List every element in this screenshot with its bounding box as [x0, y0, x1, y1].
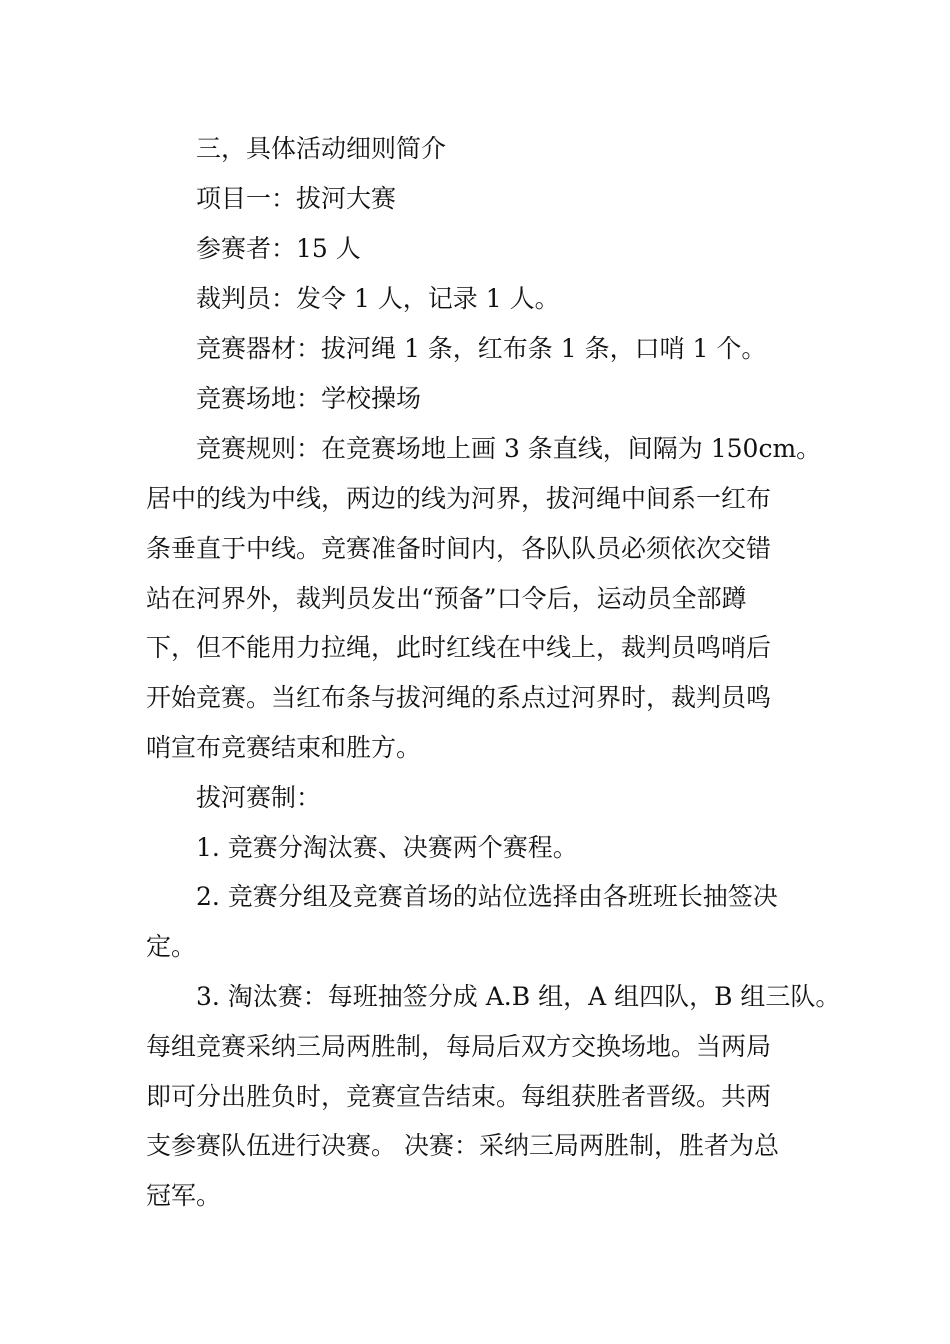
rules-paragraph-line: 站在河界外，裁判员发出“预备”口令后，运动员全部蹲: [146, 584, 747, 613]
rules-paragraph-line: 哨宣布竞赛结束和胜方。: [146, 733, 422, 762]
format-item-3: 3. 淘汰赛：每班抽签分成 A.B 组，A 组四队，B 组三队。: [196, 982, 841, 1011]
rules-paragraph-line: 下，但不能用力拉绳，此时红线在中线上，裁判员鸣哨后: [146, 633, 772, 662]
format-item-3-continued: 即可分出胜负时，竞赛宣告结束。每组获胜者晋级。共两: [146, 1082, 772, 1111]
format-item-3-continued: 支参赛队伍进行决赛。 决赛：采纳三局两胜制，胜者为总: [146, 1131, 779, 1160]
format-item-2: 2. 竞赛分组及竞赛首场的站位选择由各班班长抽签决: [196, 882, 778, 911]
section-heading: 三，具体活动细则简介: [196, 134, 447, 163]
equipment-line: 竞赛器材：拔河绳 1 条，红布条 1 条，口哨 1 个。: [196, 334, 767, 363]
venue-line: 竞赛场地：学校操场: [196, 384, 422, 413]
project-title: 项目一：拔河大赛: [196, 184, 397, 213]
format-item-2-continued: 定。: [146, 932, 197, 961]
format-item-3-continued: 每组竞赛采纳三局两胜制，每局后双方交换场地。当两局: [146, 1032, 772, 1061]
rules-paragraph-line: 开始竞赛。当红布条与拔河绳的系点过河界时，裁判员鸣: [146, 683, 772, 712]
rules-paragraph-line: 条垂直于中线。竞赛准备时间内，各队队员必须依次交错: [146, 534, 772, 563]
format-heading: 拔河赛制：: [196, 783, 322, 812]
format-item-1: 1. 竞赛分淘汰赛、决赛两个赛程。: [196, 833, 578, 862]
referees-line: 裁判员：发令 1 人，记录 1 人。: [196, 284, 560, 313]
format-item-3-continued: 冠军。: [146, 1181, 222, 1210]
rules-paragraph-line: 居中的线为中线，两边的线为河界，拔河绳中间系一红布: [146, 484, 772, 513]
rules-paragraph-line: 竞赛规则：在竞赛场地上画 3 条直线，间隔为 150cm。: [196, 434, 822, 463]
participants-line: 参赛者：15 人: [196, 234, 361, 263]
